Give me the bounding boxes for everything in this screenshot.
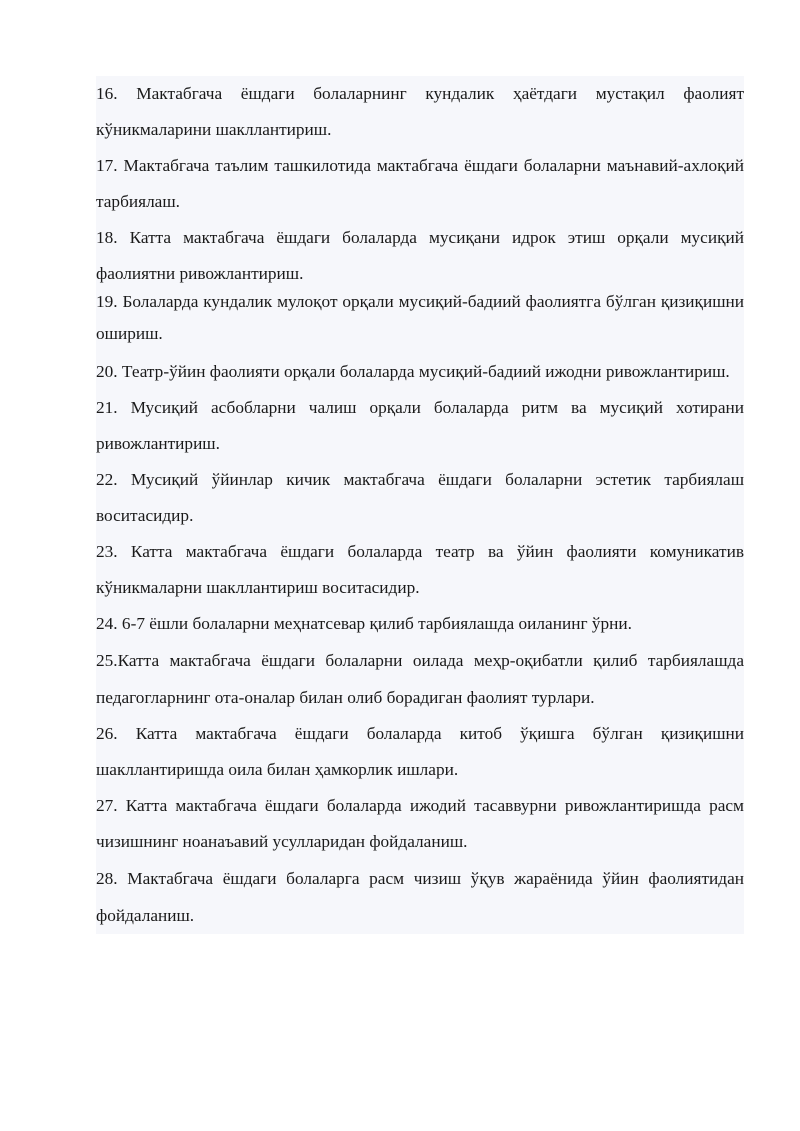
topic-item-25: 25.Катта мактабгача ёшдаги болаларни оилада меҳр-оқибатли қилиб тарбиялашда педагогларнинг ота-оналар билан олиб борадиган фаолият турлари. [96, 651, 744, 707]
topic-item-20: 20. Театр-ўйин фаолияти орқали болаларда мусиқий-бадиий ижодни ривожлантириш. [96, 362, 730, 381]
topic-item-23: 23. Катта мактабгача ёшдаги болаларда театр ва ўйин фаолияти комуникатив кўникмаларни шакллантириш воситасидир. [96, 542, 744, 597]
topic-item-19: 19. Болаларда кундалик мулоқот орқали мусиқий-бадиий фаолиятга бўлган қизиқишни ошириш. [96, 292, 744, 343]
topic-item-17: 17. Мактабгача таълим ташкилотида мактабгача ёшдаги болаларни маънавий-ахлоқий тарбиялаш. [96, 156, 744, 211]
topic-item-18: 18. Катта мактабгача ёшдаги болаларда мусиқани идрок этиш орқали мусиқий фаолиятни ривожлантириш. [96, 228, 744, 283]
topic-item-27: 27. Катта мактабгача ёшдаги болаларда ижодий тасаввурни ривожлантиришда расм чизишнинг ноанаъавий усулларидан фойдаланиш. [96, 796, 744, 851]
topic-item-26: 26. Катта мактабгача ёшдаги болаларда китоб ўқишга бўлган қизиқишни шакллантиришда оила билан ҳамкорлик ишлари. [96, 724, 744, 779]
topic-item-22: 22. Мусиқий ўйинлар кичик мактабгача ёшдаги болаларни эстетик тарбиялаш воситасидир. [96, 470, 744, 525]
topic-item-21: 21. Мусиқий асбобларни чалиш орқали болаларда ритм ва мусиқий хотирани ривожлантириш. [96, 398, 744, 453]
topic-item-28: 28. Мактабгача ёшдаги болаларга расм чизиш ўқув жараёнида ўйин фаолиятидан фойдаланиш. [96, 869, 744, 925]
topic-item-16: 16. Мактабгача ёшдаги болаларнинг кундалик ҳаётдаги мустақил фаолият кўникмаларини шакллантириш. [96, 84, 744, 139]
topic-item-24: 24. 6-7 ёшли болаларни меҳнатсевар қилиб тарбиялашда оиланинг ўрни. [96, 614, 632, 633]
topic-list [96, 76, 744, 934]
